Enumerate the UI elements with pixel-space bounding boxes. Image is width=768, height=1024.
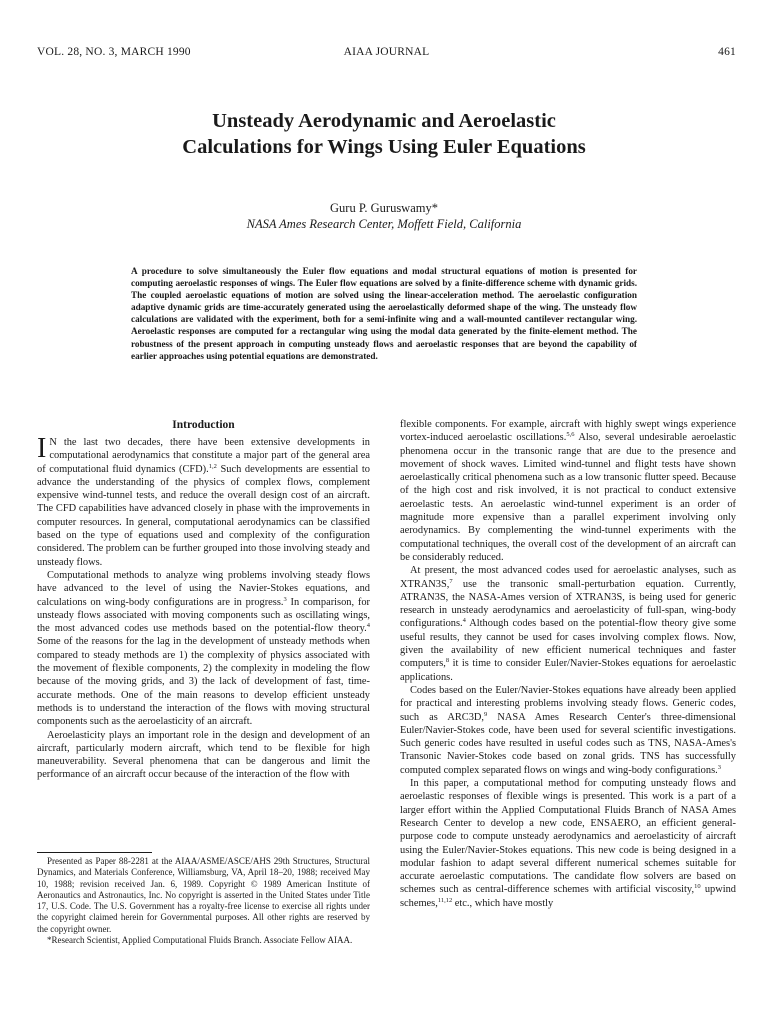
drop-cap: I	[37, 433, 47, 464]
running-head	[37, 46, 736, 62]
body-paragraph-4: In this paper, a computational method for computing unsteady flows and aeroelastic responses of flexible wings is presented. This work is a part of a larger effort within the Applied Computational Fluids Branch of NASA Ames Research Center to develop a new code, ENSAERO, an efficient general-purpose code to compute unsteady aerodynamics and aeroelasticity of aircraft using the Euler/Navier-Stokes equations. This new code is being designed in a modular fashion to adapt several different numerical schemes suitable for accurate aeroelastic computations. The candidate flow solvers are based on schemes such as central-difference schemes with artificial viscosity,$^{10}$ upwind schemes,$^{11,12}$ etc., which have mostly	[400, 778, 736, 909]
abstract: A procedure to solve simultaneously the Euler flow equations and modal structural equations of motion is presented for computing aeroelastic responses of wings. The Euler flow equations are solved by a finite-difference scheme with dynamic grids. The coupled aeroelastic equations of motion are solved using the linear-acceleration method. The aeroelastic configuration adaptive dynamic grids are time-accurately generated using the aeroelastically deformed shape of the wing. The unsteady flow calculations are validated with the experiment, both for a semi-infinite wing and a wall-mounted cantilever rectangular wing. Aeroelastic responses are computed for a rectangular wing using the modal data generated by the finite-element method. The robustness of the present approach in computing unsteady flows and aeroelastic responses that are beyond the capability of earlier approaches using potential equations are demonstrated.	[131, 266, 637, 361]
author-affiliation: NASA Ames Research Center, Moffett Field, California	[246, 217, 522, 231]
left-column	[37, 418, 370, 782]
body-paragraph-3: Codes based on the Euler/Navier-Stokes equations have already been applied for practical and interesting problems involving steady flows. Generic codes, such as ARC3D,$^9$ NASA Ames Research Center's three-dimensional Euler/Navier-Stokes code, have been used for several scientific investigations. Such generic codes have resulted in useful codes such as TNS, NASA-Ames's Transonic Navier-Stokes code based on zonal grids. TNS has successfully computed complex separated flows on wings and wing-body configurations.$^3$	[400, 684, 736, 776]
intro-paragraph-3: Aeroelasticity plays an important role in the design and development of an aircraft, particularly modern aircraft, which tend to be flexible for high maneuverability. Several phenomena that can be dangerous and limit the performance of an aircraft occur because of the interaction of the flow with	[37, 729, 370, 781]
footnote-rule	[37, 852, 152, 853]
footnote-presentation: Presented as Paper 88-2281 at the AIAA/ASME/ASCE/AHS 29th Structures, Structural Dynamics, and Materials Conference, Williamsburg, VA, April 18–20, 1988; received May 10, 1988; revision received Jan. 6, 1989. Copyright © 1989 American Institute of Aeronautics and Astronautics, Inc. No copyright is asserted in the United States under Title 17, U.S. Code. The U.S. Government has a royalty-free license to exercise all rights under the copyright claimed herein for Governmental purposes. All other rights are reserved by the copyright owner.	[37, 856, 370, 934]
right-column	[400, 418, 736, 910]
title-line-1: Unsteady Aerodynamic and Aeroelastic	[212, 110, 556, 132]
body-paragraph-1: flexible components. For example, aircraft with highly swept wings experience vortex-induced aeroelastic oscillations.$^{5,6}$ Also, several undesirable aeroelastic phenomena occur in the transonic range that are due to the presence and movement of shock waves. Limited wind-tunnel and flight tests have shown aeroelastically critical phenomena such as a low transonic flutter speed. Because of the high cost and risk involved, it is not practical to conduct extensive aeroelastic tests. An aeroelastic wind-tunnel experiment is an order of magnitude more expensive than a parallel experiment involving only aerodynamics. By complementing the wind-tunnel experiments with the computational techniques, the overall cost of the development of an aircraft can be considerably reduced.	[400, 419, 736, 563]
journal-name: AIAA JOURNAL	[343, 46, 430, 58]
intro-paragraph-2: Computational methods to analyze wing problems involving steady flows have advanced to the level of using the Navier-Stokes equations, and calculations on wing-body configurations are in progress.$^3$ In comparison, for unsteady flows associated with moving components such as oscillating wings, the most advanced codes use methods based on the potential-flow theory.$^4$ Some of the reasons for the lag in the development of unsteady methods when compared to steady methods are 1) the complexity of physics associated with the movement of flexible components, 2) the complexity in modeling the flow because of the moving grids, and 3) the lack of development of fast, time-accurate methods. One of the main reasons to develop efficient unsteady methods is to understand the interaction of the flows with moving structural components such as the aeroelasticity of an aircraft.	[37, 569, 371, 728]
page-number: 461	[718, 46, 736, 58]
section-heading-introduction: Introduction	[172, 419, 235, 431]
volume-info: VOL. 28, NO. 3, MARCH 1990	[37, 46, 191, 58]
author-name: Guru P. Guruswamy*	[330, 201, 438, 215]
footnotes	[37, 856, 370, 946]
footnote-author: *Research Scientist, Applied Computational Fluids Branch. Associate Fellow AIAA.	[47, 935, 353, 946]
paper-title	[60, 108, 708, 160]
body-paragraph-2: At present, the most advanced codes used for aeroelastic analyses, such as XTRAN3S,$^7$ use the transonic small-perturbation equation. Currently, ATRAN3S, the NASA-Ames version of XTRAN3S, is being used for generic research in unsteady aerodynamics and aeroelasticity of full-span, wing-body configurations.$^4$ Although codes based on the potential-flow theory give some useful results, they cannot be used for cases involving complex flows. Now, given the availability of new efficient numerical techniques and faster computers,$^8$ it is time to consider Euler/Navier-Stokes equations for aeroelastic applications.	[400, 565, 736, 683]
title-line-2: Calculations for Wings Using Euler Equations	[182, 136, 586, 158]
intro-paragraph-1: I N the last two decades, there have been extensive developments in computational aerodynamics that constitute a major part of the general area of computational fluid dynamics (CFD).$^{1,2}$ Such developments are essential to advance the understanding of the physics of complex flows, complement expensive wind-tunnel tests, and reduce the overall design cost of an aircraft. The CFD capabilities have advanced closely in phase with the improvements in computer resources. In general, computational aerodynamics can be classified based on the type of equations used and complexity of the configuration considered. The problem can be further grouped into those involving steady and unsteady flows.	[37, 433, 370, 568]
